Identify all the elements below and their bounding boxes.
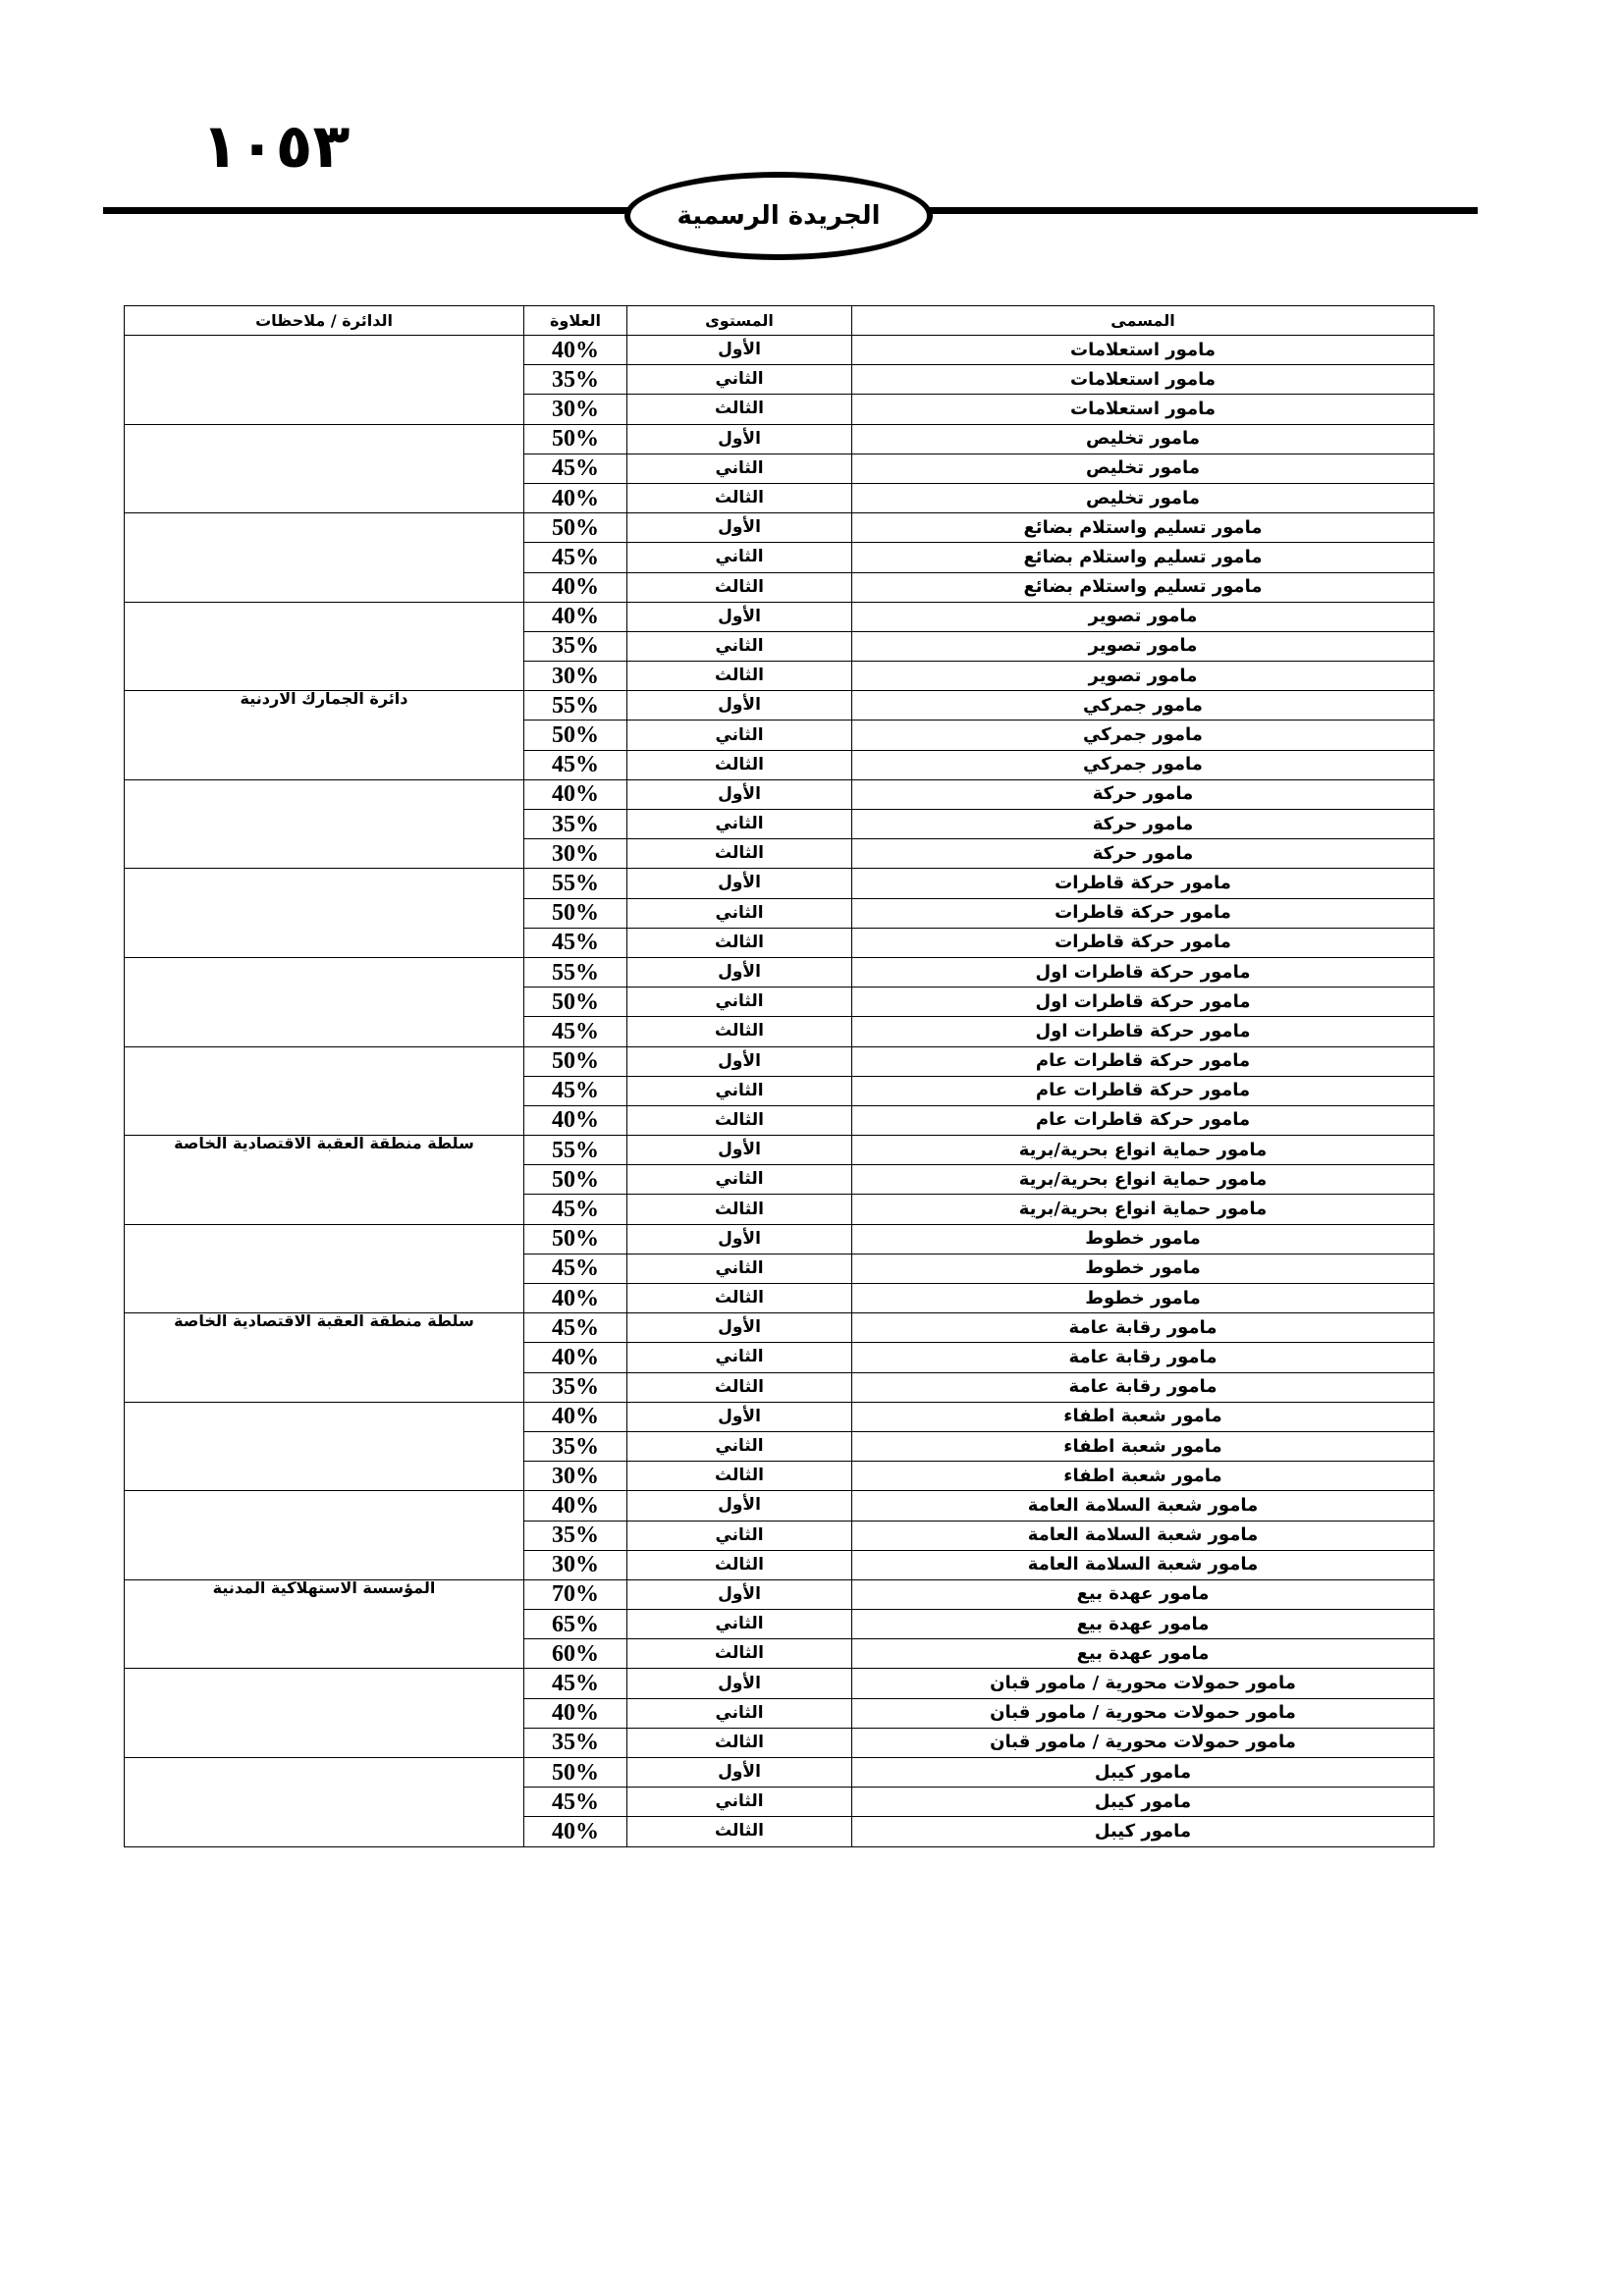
level-cell: الأول bbox=[627, 336, 852, 365]
job-title-cell: مامور كيبل bbox=[852, 1817, 1435, 1846]
level-cell: الثالث bbox=[627, 483, 852, 512]
allowance-cell: 40% bbox=[524, 779, 627, 809]
level-cell: الأول bbox=[627, 513, 852, 543]
allowance-cell: 35% bbox=[524, 1431, 627, 1461]
allowance-cell: 45% bbox=[524, 1076, 627, 1105]
allowance-cell: 50% bbox=[524, 513, 627, 543]
job-title-cell: مامور استعلامات bbox=[852, 365, 1435, 395]
job-title-cell: مامور تصوير bbox=[852, 602, 1435, 631]
job-title-cell: مامور تخليص bbox=[852, 424, 1435, 454]
level-cell: الثاني bbox=[627, 1343, 852, 1372]
allowance-cell: 70% bbox=[524, 1579, 627, 1609]
allowance-cell: 45% bbox=[524, 454, 627, 483]
job-title-cell: مامور رقابة عامة bbox=[852, 1372, 1435, 1402]
table-row bbox=[125, 1224, 1435, 1254]
department-notes-cell bbox=[125, 779, 524, 869]
level-cell: الثاني bbox=[627, 988, 852, 1017]
job-title-cell: مامور حركة قاطرات اول bbox=[852, 1017, 1435, 1046]
level-cell: الثاني bbox=[627, 1610, 852, 1639]
allowance-cell: 30% bbox=[524, 395, 627, 424]
level-cell: الثالث bbox=[627, 662, 852, 691]
table-row bbox=[125, 1136, 1435, 1165]
column-header-title: المسمى bbox=[852, 306, 1435, 336]
job-title-cell: مامور كيبل bbox=[852, 1758, 1435, 1788]
allowance-cell: 40% bbox=[524, 572, 627, 602]
level-cell: الأول bbox=[627, 1313, 852, 1343]
allowance-cell: 55% bbox=[524, 1136, 627, 1165]
allowance-cell: 45% bbox=[524, 1788, 627, 1817]
job-title-cell: مامور تخليص bbox=[852, 483, 1435, 512]
allowance-cell: 50% bbox=[524, 721, 627, 750]
job-title-cell: مامور حركة قاطرات عام bbox=[852, 1105, 1435, 1135]
job-title-cell: مامور شعبة السلامة العامة bbox=[852, 1550, 1435, 1579]
level-cell: الثالث bbox=[627, 750, 852, 779]
job-title-cell: مامور عهدة بيع bbox=[852, 1610, 1435, 1639]
department-notes-cell bbox=[125, 1402, 524, 1491]
masthead-oval bbox=[624, 172, 933, 260]
job-title-cell: مامور خطوط bbox=[852, 1284, 1435, 1313]
department-notes-cell: المؤسسة الاستهلاكية المدنية bbox=[125, 1579, 524, 1669]
table-row bbox=[125, 1046, 1435, 1076]
allowance-cell: 40% bbox=[524, 1698, 627, 1728]
level-cell: الثاني bbox=[627, 721, 852, 750]
table-header-row bbox=[125, 306, 1435, 336]
allowance-cell: 50% bbox=[524, 1165, 627, 1195]
level-cell: الأول bbox=[627, 1491, 852, 1521]
department-notes-cell: دائرة الجمارك الاردنية bbox=[125, 691, 524, 780]
table-body bbox=[125, 336, 1435, 1847]
table-row bbox=[125, 957, 1435, 987]
allowance-cell: 40% bbox=[524, 336, 627, 365]
level-cell: الثالث bbox=[627, 1817, 852, 1846]
allowance-cell: 45% bbox=[524, 1313, 627, 1343]
level-cell: الثاني bbox=[627, 1698, 852, 1728]
allowance-cell: 40% bbox=[524, 1105, 627, 1135]
allowance-cell: 35% bbox=[524, 365, 627, 395]
job-title-cell: مامور تصوير bbox=[852, 631, 1435, 661]
job-title-cell: مامور حركة قاطرات bbox=[852, 928, 1435, 957]
allowance-cell: 45% bbox=[524, 1017, 627, 1046]
table-row bbox=[125, 1579, 1435, 1609]
level-cell: الثالث bbox=[627, 1017, 852, 1046]
allowance-cell: 50% bbox=[524, 988, 627, 1017]
job-title-cell: مامور حركة bbox=[852, 779, 1435, 809]
column-header-level: المستوى bbox=[627, 306, 852, 336]
level-cell: الأول bbox=[627, 1758, 852, 1788]
table-row bbox=[125, 1491, 1435, 1521]
table-row bbox=[125, 779, 1435, 809]
allowance-cell: 35% bbox=[524, 1521, 627, 1550]
job-title-cell: مامور حمولات محورية / مامور قبان bbox=[852, 1728, 1435, 1757]
allowance-cell: 50% bbox=[524, 898, 627, 928]
job-title-cell: مامور تصوير bbox=[852, 662, 1435, 691]
column-header-notes: الدائرة / ملاحظات bbox=[125, 306, 524, 336]
job-title-cell: مامور تسليم واستلام بضائع bbox=[852, 543, 1435, 572]
job-title-cell: مامور حركة قاطرات اول bbox=[852, 957, 1435, 987]
level-cell: الثالث bbox=[627, 1550, 852, 1579]
level-cell: الثاني bbox=[627, 898, 852, 928]
department-notes-cell bbox=[125, 957, 524, 1046]
level-cell: الثالث bbox=[627, 1105, 852, 1135]
table-row bbox=[125, 691, 1435, 721]
department-notes-cell bbox=[125, 424, 524, 513]
job-title-cell: مامور حركة bbox=[852, 810, 1435, 839]
department-notes-cell bbox=[125, 1669, 524, 1758]
allowance-cell: 50% bbox=[524, 1758, 627, 1788]
job-title-cell: مامور رقابة عامة bbox=[852, 1343, 1435, 1372]
job-title-cell: مامور حماية انواع بحرية/برية bbox=[852, 1195, 1435, 1224]
level-cell: الثاني bbox=[627, 810, 852, 839]
allowances-table bbox=[124, 305, 1435, 1847]
department-notes-cell bbox=[125, 1046, 524, 1136]
allowance-cell: 45% bbox=[524, 1669, 627, 1698]
allowance-cell: 35% bbox=[524, 631, 627, 661]
level-cell: الثاني bbox=[627, 1431, 852, 1461]
level-cell: الثالث bbox=[627, 839, 852, 869]
level-cell: الأول bbox=[627, 779, 852, 809]
level-cell: الثاني bbox=[627, 365, 852, 395]
allowance-cell: 30% bbox=[524, 839, 627, 869]
level-cell: الأول bbox=[627, 1402, 852, 1431]
level-cell: الأول bbox=[627, 957, 852, 987]
job-title-cell: مامور تسليم واستلام بضائع bbox=[852, 513, 1435, 543]
allowance-cell: 40% bbox=[524, 1402, 627, 1431]
allowance-cell: 40% bbox=[524, 1817, 627, 1846]
job-title-cell: مامور حركة قاطرات عام bbox=[852, 1046, 1435, 1076]
job-title-cell: مامور جمركي bbox=[852, 691, 1435, 721]
job-title-cell: مامور جمركي bbox=[852, 750, 1435, 779]
level-cell: الثاني bbox=[627, 1254, 852, 1283]
allowance-cell: 40% bbox=[524, 602, 627, 631]
level-cell: الأول bbox=[627, 691, 852, 721]
level-cell: الثالث bbox=[627, 1195, 852, 1224]
level-cell: الأول bbox=[627, 1136, 852, 1165]
job-title-cell: مامور تخليص bbox=[852, 454, 1435, 483]
allowance-cell: 55% bbox=[524, 869, 627, 898]
job-title-cell: مامور حركة bbox=[852, 839, 1435, 869]
allowance-cell: 50% bbox=[524, 1046, 627, 1076]
department-notes-cell bbox=[125, 1758, 524, 1847]
level-cell: الأول bbox=[627, 1669, 852, 1698]
department-notes-cell bbox=[125, 336, 524, 425]
department-notes-cell bbox=[125, 513, 524, 603]
level-cell: الأول bbox=[627, 602, 852, 631]
level-cell: الثاني bbox=[627, 631, 852, 661]
level-cell: الثالث bbox=[627, 572, 852, 602]
job-title-cell: مامور حماية انواع بحرية/برية bbox=[852, 1165, 1435, 1195]
table-row bbox=[125, 513, 1435, 543]
allowance-cell: 40% bbox=[524, 1491, 627, 1521]
allowance-cell: 30% bbox=[524, 662, 627, 691]
allowance-cell: 65% bbox=[524, 1610, 627, 1639]
level-cell: الثاني bbox=[627, 543, 852, 572]
job-title-cell: مامور حمولات محورية / مامور قبان bbox=[852, 1698, 1435, 1728]
department-notes-cell: سلطة منطقة العقبة الاقتصادية الخاصة bbox=[125, 1313, 524, 1403]
level-cell: الأول bbox=[627, 1046, 852, 1076]
department-notes-cell bbox=[125, 1224, 524, 1313]
page-number: ١٠٥٣ bbox=[201, 110, 351, 182]
job-title-cell: مامور استعلامات bbox=[852, 336, 1435, 365]
table-row bbox=[125, 336, 1435, 365]
job-title-cell: مامور حركة قاطرات bbox=[852, 869, 1435, 898]
allowances-table-container bbox=[124, 305, 1434, 1847]
level-cell: الثاني bbox=[627, 1165, 852, 1195]
job-title-cell: مامور شعبة اطفاء bbox=[852, 1431, 1435, 1461]
job-title-cell: مامور شعبة اطفاء bbox=[852, 1462, 1435, 1491]
masthead-title: الجريدة الرسمية bbox=[677, 201, 881, 231]
level-cell: الثالث bbox=[627, 1462, 852, 1491]
job-title-cell: مامور حماية انواع بحرية/برية bbox=[852, 1136, 1435, 1165]
level-cell: الأول bbox=[627, 1224, 852, 1254]
allowance-cell: 35% bbox=[524, 1728, 627, 1757]
job-title-cell: مامور عهدة بيع bbox=[852, 1579, 1435, 1609]
level-cell: الثاني bbox=[627, 1076, 852, 1105]
level-cell: الثالث bbox=[627, 1639, 852, 1669]
department-notes-cell bbox=[125, 1491, 524, 1580]
level-cell: الأول bbox=[627, 424, 852, 454]
job-title-cell: مامور تسليم واستلام بضائع bbox=[852, 572, 1435, 602]
level-cell: الأول bbox=[627, 869, 852, 898]
level-cell: الأول bbox=[627, 1579, 852, 1609]
job-title-cell: مامور شعبة اطفاء bbox=[852, 1402, 1435, 1431]
table-row bbox=[125, 1402, 1435, 1431]
table-row bbox=[125, 1313, 1435, 1343]
column-header-allowance: العلاوة bbox=[524, 306, 627, 336]
allowance-cell: 45% bbox=[524, 1254, 627, 1283]
allowance-cell: 50% bbox=[524, 424, 627, 454]
allowance-cell: 30% bbox=[524, 1462, 627, 1491]
allowance-cell: 30% bbox=[524, 1550, 627, 1579]
job-title-cell: مامور حمولات محورية / مامور قبان bbox=[852, 1669, 1435, 1698]
table-row bbox=[125, 1669, 1435, 1698]
allowance-cell: 45% bbox=[524, 750, 627, 779]
department-notes-cell bbox=[125, 602, 524, 691]
job-title-cell: مامور خطوط bbox=[852, 1224, 1435, 1254]
department-notes-cell: سلطة منطقة العقبة الاقتصادية الخاصة bbox=[125, 1136, 524, 1225]
level-cell: الثاني bbox=[627, 1788, 852, 1817]
table-row bbox=[125, 869, 1435, 898]
level-cell: الثالث bbox=[627, 395, 852, 424]
department-notes-cell bbox=[125, 869, 524, 958]
job-title-cell: مامور حركة قاطرات bbox=[852, 898, 1435, 928]
table-row bbox=[125, 602, 1435, 631]
allowance-cell: 35% bbox=[524, 810, 627, 839]
allowance-cell: 45% bbox=[524, 543, 627, 572]
table-row bbox=[125, 424, 1435, 454]
job-title-cell: مامور شعبة السلامة العامة bbox=[852, 1491, 1435, 1521]
allowance-cell: 45% bbox=[524, 1195, 627, 1224]
allowance-cell: 40% bbox=[524, 1343, 627, 1372]
level-cell: الثالث bbox=[627, 1728, 852, 1757]
job-title-cell: مامور رقابة عامة bbox=[852, 1313, 1435, 1343]
allowance-cell: 50% bbox=[524, 1224, 627, 1254]
job-title-cell: مامور استعلامات bbox=[852, 395, 1435, 424]
level-cell: الثالث bbox=[627, 928, 852, 957]
allowance-cell: 55% bbox=[524, 691, 627, 721]
allowance-cell: 60% bbox=[524, 1639, 627, 1669]
job-title-cell: مامور حركة قاطرات اول bbox=[852, 988, 1435, 1017]
allowance-cell: 35% bbox=[524, 1372, 627, 1402]
allowance-cell: 45% bbox=[524, 928, 627, 957]
level-cell: الثالث bbox=[627, 1372, 852, 1402]
level-cell: الثاني bbox=[627, 454, 852, 483]
level-cell: الثالث bbox=[627, 1284, 852, 1313]
job-title-cell: مامور شعبة السلامة العامة bbox=[852, 1521, 1435, 1550]
allowance-cell: 40% bbox=[524, 483, 627, 512]
job-title-cell: مامور حركة قاطرات عام bbox=[852, 1076, 1435, 1105]
allowance-cell: 40% bbox=[524, 1284, 627, 1313]
job-title-cell: مامور جمركي bbox=[852, 721, 1435, 750]
allowance-cell: 55% bbox=[524, 957, 627, 987]
job-title-cell: مامور خطوط bbox=[852, 1254, 1435, 1283]
job-title-cell: مامور كيبل bbox=[852, 1788, 1435, 1817]
job-title-cell: مامور عهدة بيع bbox=[852, 1639, 1435, 1669]
level-cell: الثاني bbox=[627, 1521, 852, 1550]
table-row bbox=[125, 1758, 1435, 1788]
